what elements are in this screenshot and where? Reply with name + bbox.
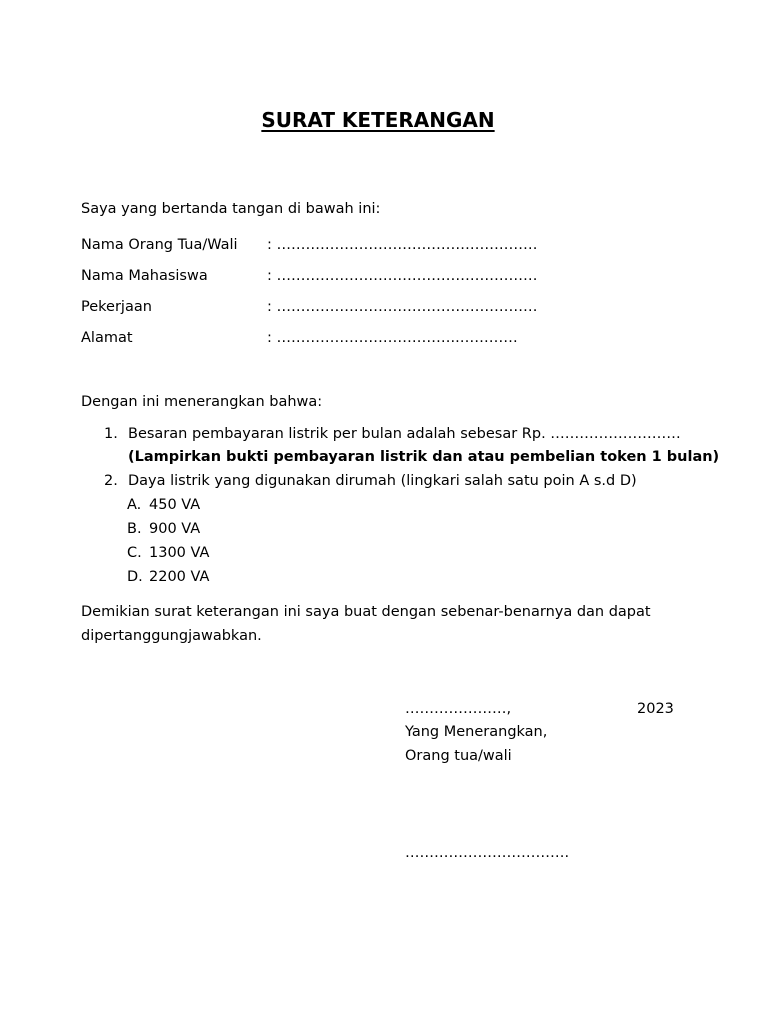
field-value-student-name: : ………………………………………………	[267, 268, 538, 284]
field-label-student-name: Nama Mahasiswa	[81, 268, 208, 284]
option-letter-a: A.	[127, 497, 142, 513]
intro-text: Saya yang bertanda tangan di bawah ini:	[81, 201, 381, 217]
field-value-occupation: : ………………………………………………	[267, 299, 538, 315]
option-text-c: 1300 VA	[149, 545, 210, 561]
list-item-power-capacity: Daya listrik yang digunakan dirumah (lingkari salah satu poin A s.d D)	[128, 473, 637, 489]
option-text-b: 900 VA	[149, 521, 201, 537]
closing-line-1: Demikian surat keterangan ini saya buat dengan sebenar-benarnya dan dapat	[81, 604, 651, 620]
signature-place: …………………,	[405, 701, 512, 717]
list-item-attachment-note: (Lampirkan bukti pembayaran listrik dan atau pembelian token 1 bulan)	[128, 449, 720, 465]
option-letter-b: B.	[127, 521, 142, 537]
signature-role: Orang tua/wali	[405, 748, 512, 764]
field-label-occupation: Pekerjaan	[81, 299, 152, 315]
list-number-1: 1.	[104, 426, 118, 442]
signature-name-line: …………………………….	[405, 845, 570, 861]
option-text-d: 2200 VA	[149, 569, 210, 585]
field-label-address: Alamat	[81, 330, 133, 346]
closing-line-2: dipertanggungjawabkan.	[81, 628, 262, 644]
signature-title: Yang Menerangkan,	[405, 724, 548, 740]
field-label-parent-name: Nama Orang Tua/Wali	[81, 237, 238, 253]
statement-text: Dengan ini menerangkan bahwa:	[81, 394, 323, 410]
signature-year: 2023	[637, 701, 674, 717]
document-title: SURAT KETERANGAN	[261, 108, 495, 132]
option-letter-c: C.	[127, 545, 142, 561]
option-letter-d: D.	[127, 569, 143, 585]
field-value-address: : ………………………………..…………	[267, 330, 518, 346]
list-item-electricity-payment: Besaran pembayaran listrik per bulan adalah sebesar Rp. ………………………	[128, 426, 681, 442]
list-number-2: 2.	[104, 473, 118, 489]
option-text-a: 450 VA	[149, 497, 201, 513]
field-value-parent-name: : ………………………………………………	[267, 237, 538, 253]
